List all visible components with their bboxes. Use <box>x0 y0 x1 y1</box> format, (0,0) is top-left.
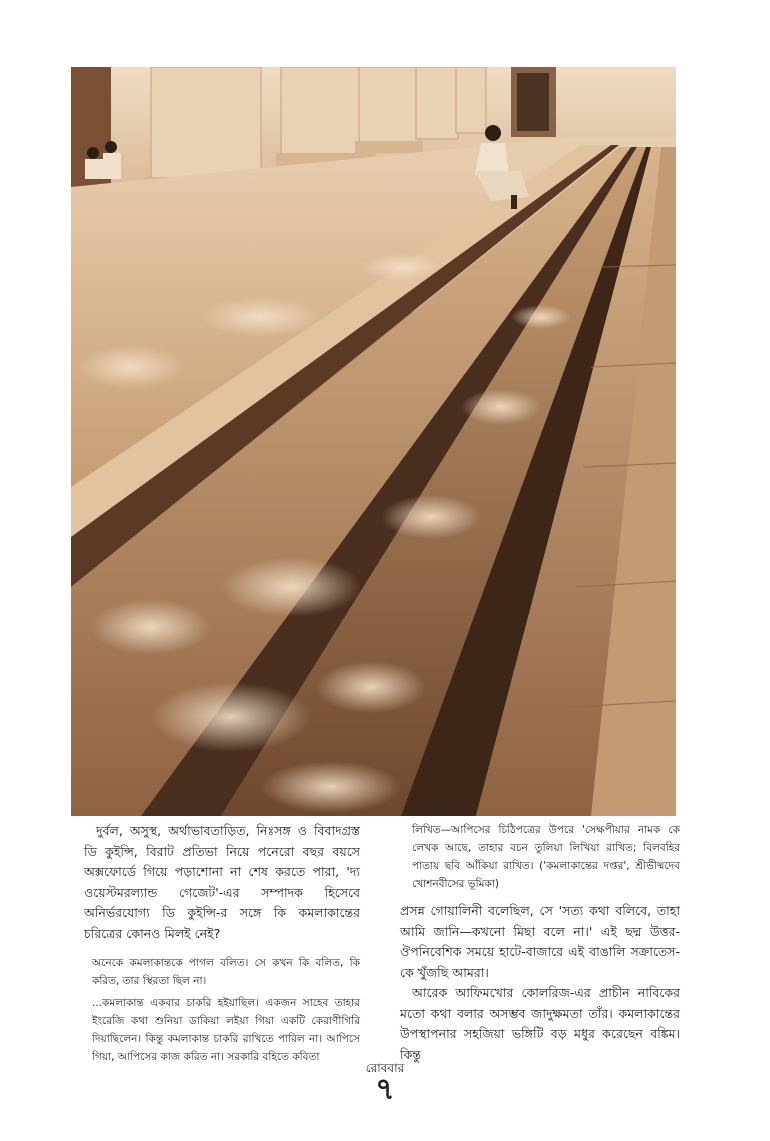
photo-illustration <box>71 67 676 816</box>
right-column <box>400 821 680 1065</box>
quote-paragraph: ...কমলাকান্ত একবার চাকরি হইয়াছিল। একজন সাহেব তাহার ইংরেজি কথা শুনিয়া ডাকিয়া লইয়া গিয়া একটি কেরাণীগিরি দিয়াছিলেন। কিন্তু কমলাকান্ত চাকরি রাখিতে পারিল না। আপিসে গিয়া, আপিসের কাজ করিত না। সরকারি বহিতে কবিতা <box>92 997 360 1063</box>
quote-continuation: লিখিত—আপিসের চিঠিপত্রের উপরে 'সেক্ষপীয়ার নামক কে লেখক আছে, তাহার বচন তুলিয়া লিখিয়া রাখিত; বিলবহির পাতায় ছবি আঁকিয়া রাখিত। ('কমলাকান্তের দপ্তর', শ্রীভীষ্মদেব খোশনবীসের ভূমিকা) <box>412 824 680 890</box>
quote-paragraph: অনেকে কমলাকান্তকে পাগল বলিত। সে কখন কি বলিত, কি করিত, তার স্থিরতা ছিল না। <box>92 957 360 987</box>
body-paragraph: দুর্বল, অসুস্থ, অর্থাভাবতাড়িত, নিঃসঙ্গ ও বিবাদগ্রস্ত ডি কুইন্সি, বিরাট প্রতিভা নিয়ে পনেরো বছর বয়সে অক্সফোর্ডে গিয়ে পড়াশোনা না শেষ করতে পারা, 'দ্য ওয়েস্টমরল্যান্ড গেজেট'-এর সম্পাদক হিসেবে অনির্ভরযোগ্য ডি কুইন্সি-র সঙ্গে কি কমলাকান্তের চরিত্রের কোনও মিলই নেই? <box>84 823 360 941</box>
body-paragraph: আরেক আফিমখোর কোলরিজ-এর প্রাচীন নাবিকের মতো কথা বলার অসম্ভব জাদুক্ষমতা তাঁর। কমলাকান্তের উপস্থাপনার সহজিয়া ভঙ্গিটি বড় মধুর করেছেন বঙ্কিম। কিন্তু <box>400 985 680 1062</box>
left-column <box>84 821 360 1066</box>
magazine-name: রোববার <box>365 1061 405 1075</box>
body-paragraph: প্রসন্ন গোয়ালিনী বলেছিল, সে 'সত্য কথা বলিবে, তাহা আমি জানি—কখনো মিছা বলে না।' এই ছদ্ম উত্তর-ঔপনিবেশিক সময়ে হাটে-বাজারে এই বাঙালি সক্রাতেস-কে খুঁজছি আমরা। <box>400 903 680 980</box>
page-number: ৭ <box>375 1072 395 1107</box>
photo-steps-colonnade <box>71 67 676 816</box>
